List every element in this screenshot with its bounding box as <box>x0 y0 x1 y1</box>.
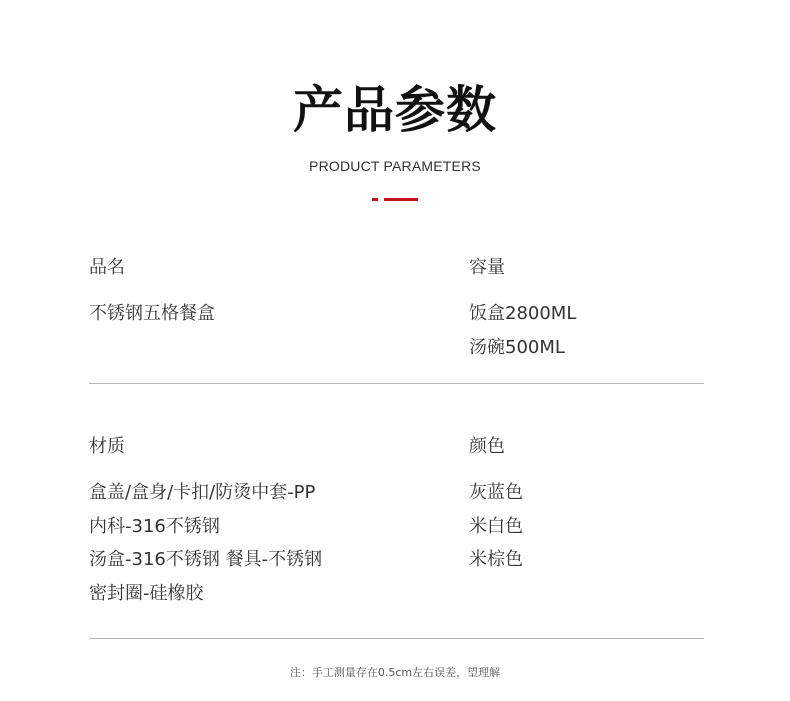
color-value-3: 米棕色 <box>469 549 523 570</box>
material-value-4: 密封圈-硅橡胶 <box>89 583 204 604</box>
material-value-2: 内科-316不锈钢 <box>89 516 220 537</box>
accent-dot <box>372 198 378 201</box>
capacity-label: 容量 <box>469 257 505 278</box>
page-title: 产品参数 <box>293 81 497 139</box>
accent-line <box>384 198 418 201</box>
measurement-note: 注：手工测量存在0.5cm左右误差，望理解 <box>289 666 501 679</box>
section-divider-1 <box>89 383 704 384</box>
capacity-value-1: 饭盒2800ML <box>469 303 577 324</box>
color-value-2: 米白色 <box>469 516 523 537</box>
section-divider-2 <box>89 638 704 639</box>
material-value-3: 汤盒-316不锈钢 餐具-不锈钢 <box>89 549 323 570</box>
material-label: 材质 <box>89 436 125 457</box>
material-value-1: 盒盖/盒身/卡扣/防烫中套-PP <box>89 482 316 503</box>
product-name-label: 品名 <box>89 257 125 278</box>
color-value-1: 灰蓝色 <box>469 482 523 503</box>
product-name-value: 不锈钢五格餐盒 <box>89 303 215 324</box>
color-label: 颜色 <box>469 436 505 457</box>
capacity-value-2: 汤碗500ML <box>469 337 565 358</box>
page-subtitle: PRODUCT PARAMETERS <box>309 158 481 174</box>
